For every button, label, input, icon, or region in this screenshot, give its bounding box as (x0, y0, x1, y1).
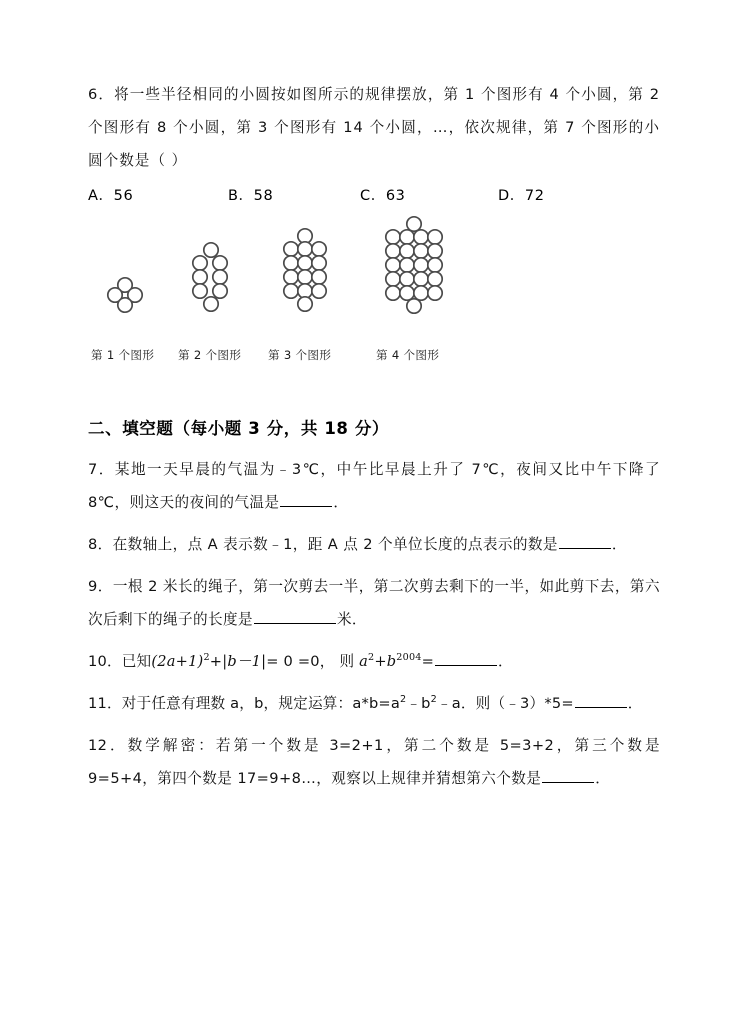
question-7 (88, 453, 660, 519)
question-8-tail: ． (611, 536, 627, 553)
figure-2-diagram (187, 241, 237, 319)
question-10-a: a (359, 653, 368, 670)
section-2-heading: 二、填空题（每小题 3 分，共 18 分） (88, 419, 390, 438)
question-11-math-mid: ﹣b (406, 695, 431, 712)
question-10-expr-left-base: (2a+1) (151, 653, 204, 670)
question-11-exponent-2: 2 (430, 694, 437, 706)
question-8-blank[interactable] (559, 534, 611, 549)
figure-2-caption: 第 2 个图形 (178, 348, 242, 362)
figure-1-diagram (104, 273, 152, 319)
question-10-abs-term: |b－1| (222, 653, 267, 670)
question-10-b: b (386, 653, 397, 670)
question-9-blank[interactable] (254, 609, 336, 624)
choice-c[interactable]: C．63 (360, 188, 406, 204)
question-12-tail: ． (595, 770, 611, 787)
question-10-blank[interactable] (435, 651, 497, 666)
figure-1-caption: 第 1 个图形 (91, 348, 155, 362)
question-11-exponent-1: 2 (400, 694, 407, 706)
question-7-text: 7．某地一天早晨的气温为﹣3℃，中午比早晨上升了 7℃，夜间又比中午下降了 8℃，则这天的夜间的气温是 (88, 461, 660, 511)
figure-4-caption: 第 4 个图形 (376, 348, 440, 362)
question-7-tail: ． (333, 494, 349, 511)
question-8-text: 8．在数轴上，点 A 表示数﹣1，距 A 点 2 个单位长度的点表示的数是 (88, 536, 558, 553)
question-11-lead: 11．对于任意有理数 a，b，规定运算： (88, 695, 353, 712)
question-9-tail: 米． (336, 611, 367, 628)
question-10 (88, 645, 660, 678)
question-6-choices (88, 183, 660, 209)
fill-in-questions (88, 453, 660, 795)
question-7-blank[interactable] (280, 492, 332, 507)
question-12 (88, 729, 660, 795)
question-6-text: 6．将一些半径相同的小圆按如图所示的规律摆放，第 1 个图形有 4 个小圆，第 2 个图形有 8 个小圆，第 3 个图形有 14 个小圆，…，依次规律，第 7 个图形的小圆个数是（ ） (88, 86, 660, 169)
question-10-right-plus: + (374, 653, 387, 670)
question-9 (88, 570, 660, 636)
question-10-plus: + (209, 653, 223, 670)
figure-strip (88, 225, 660, 347)
figure-4-diagram (376, 215, 452, 319)
choice-b[interactable]: B．58 (228, 188, 274, 204)
question-10-expr-right (359, 653, 422, 670)
page-content (88, 78, 660, 795)
question-10-tail: ． (498, 653, 513, 670)
question-11-blank[interactable] (575, 693, 627, 708)
question-10-equals: = 0 =0， (266, 653, 335, 670)
question-10-right-equals: = (421, 653, 435, 670)
question-10-a-exponent: 2 (367, 652, 375, 664)
question-11-after: 则（﹣3）*5= (475, 695, 574, 712)
question-12-blank[interactable] (542, 768, 594, 783)
question-11 (88, 687, 660, 720)
question-9-text: 9．一根 2 米长的绳子，第一次剪去一半，第二次剪去剩下的一半，如此剪下去，第六次后剩下的绳子的长度是 (88, 578, 660, 628)
question-10-lead: 10．已知 (88, 653, 152, 670)
question-10-expr-left-exponent: 2 (203, 652, 210, 664)
question-10-mid: 则 (339, 653, 355, 670)
question-8 (88, 528, 660, 561)
choice-a[interactable]: A．56 (88, 188, 134, 204)
question-11-math-end: ﹣a． (436, 695, 476, 712)
question-11-tail: ． (627, 695, 643, 712)
question-11-math-a: a*b=a (352, 695, 401, 712)
figure-3-caption: 第 3 个图形 (268, 348, 332, 362)
choice-d[interactable]: D．72 (498, 188, 545, 204)
question-10-b-exponent: 2004 (396, 652, 422, 664)
question-12-text: 12．数学解密：若第一个数是 3=2+1，第二个数是 5=3+2，第三个数是 9=5+4，第四个数是 17=9+8…，观察以上规律并猜想第六个数是 (88, 737, 660, 787)
question-10-expr-left (151, 653, 209, 670)
figure-3-diagram (274, 227, 336, 319)
figure-captions (88, 347, 660, 369)
